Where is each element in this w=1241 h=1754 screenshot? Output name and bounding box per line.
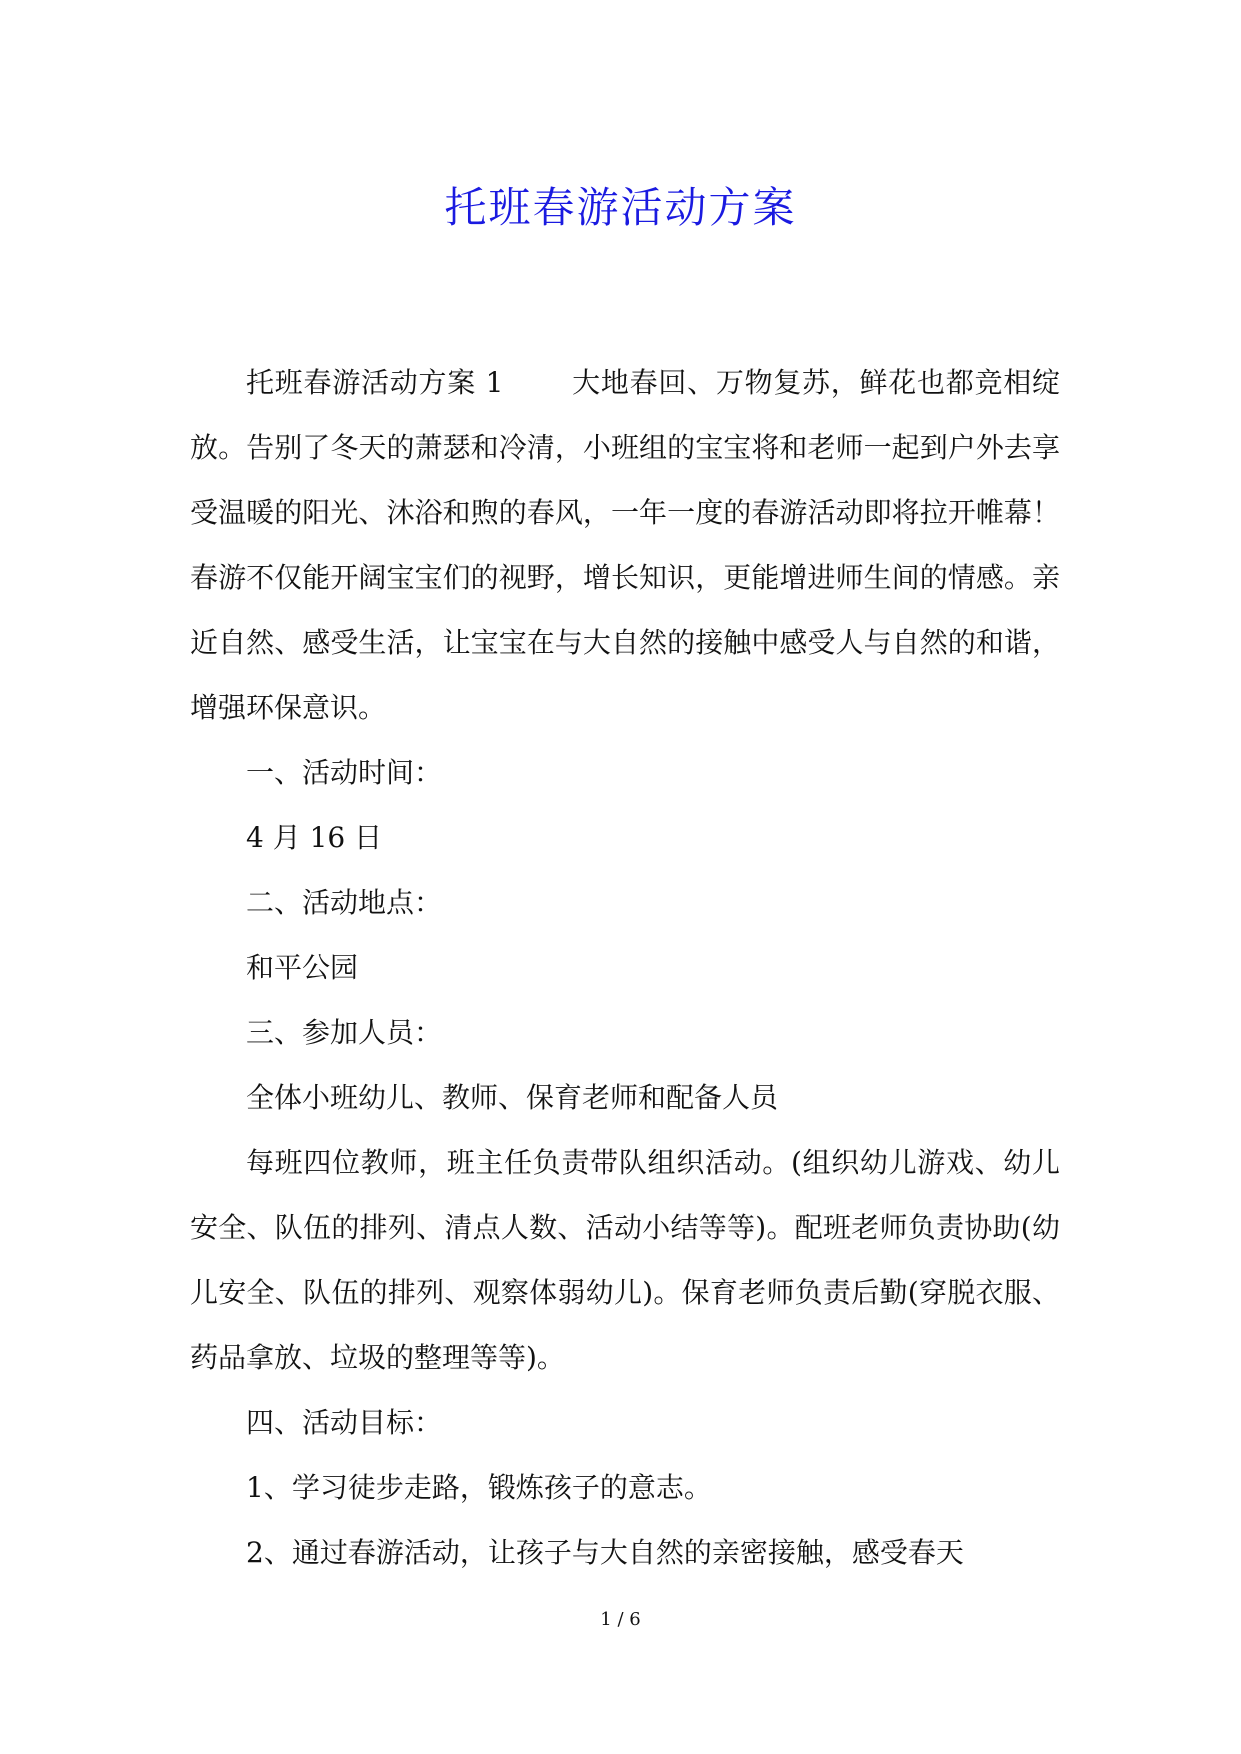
activity-date: 4 月 16 日 xyxy=(246,821,383,854)
intro-paragraph xyxy=(190,350,1060,740)
participants-list: 全体小班幼儿、教师、保育老师和配备人员 xyxy=(246,1081,779,1114)
document-body xyxy=(190,350,1060,1585)
staff-duties-paragraph: 每班四位教师，班主任负责带队组织活动。(组织幼儿游戏、幼儿安全、队伍的排列、清点人数、活动小结等等)。配班老师负责协助(幼儿安全、队伍的排列、观察体弱幼儿)。保育老师负责后勤(穿脱衣服、药品拿放、垃圾的整理等等)。 xyxy=(190,1146,1060,1374)
section-heading-participants: 三、参加人员： xyxy=(246,1016,443,1049)
goal-item-2: 2、通过春游活动，让孩子与大自然的亲密接触，感受春天 xyxy=(246,1536,964,1569)
intro-heading: 托班春游活动方案 1 xyxy=(246,366,504,399)
activity-location: 和平公园 xyxy=(246,951,359,984)
section-heading-time: 一、活动时间： xyxy=(246,756,443,789)
document-title: 托班春游活动方案 xyxy=(444,183,797,233)
goal-item-1: 1、学习徒步走路，锻炼孩子的意志。 xyxy=(246,1471,712,1504)
section-heading-location: 二、活动地点： xyxy=(246,886,443,919)
section-heading-goals: 四、活动目标： xyxy=(246,1406,443,1439)
page-number: 1 / 6 xyxy=(600,1609,641,1630)
intro-text: 大地春回、万物复苏，鲜花也都竞相绽放。告别了冬天的萧瑟和冷清，小班组的宝宝将和老师一起到户外去享受温暖的阳光、沐浴和煦的春风，一年一度的春游活动即将拉开帷幕！春游不仅能开阔宝宝们的视野，增长知识，更能增进师生间的情感。亲近自然、感受生活，让宝宝在与大自然的接触中感受人与自然的和谐，增强环保意识。 xyxy=(190,366,1060,724)
